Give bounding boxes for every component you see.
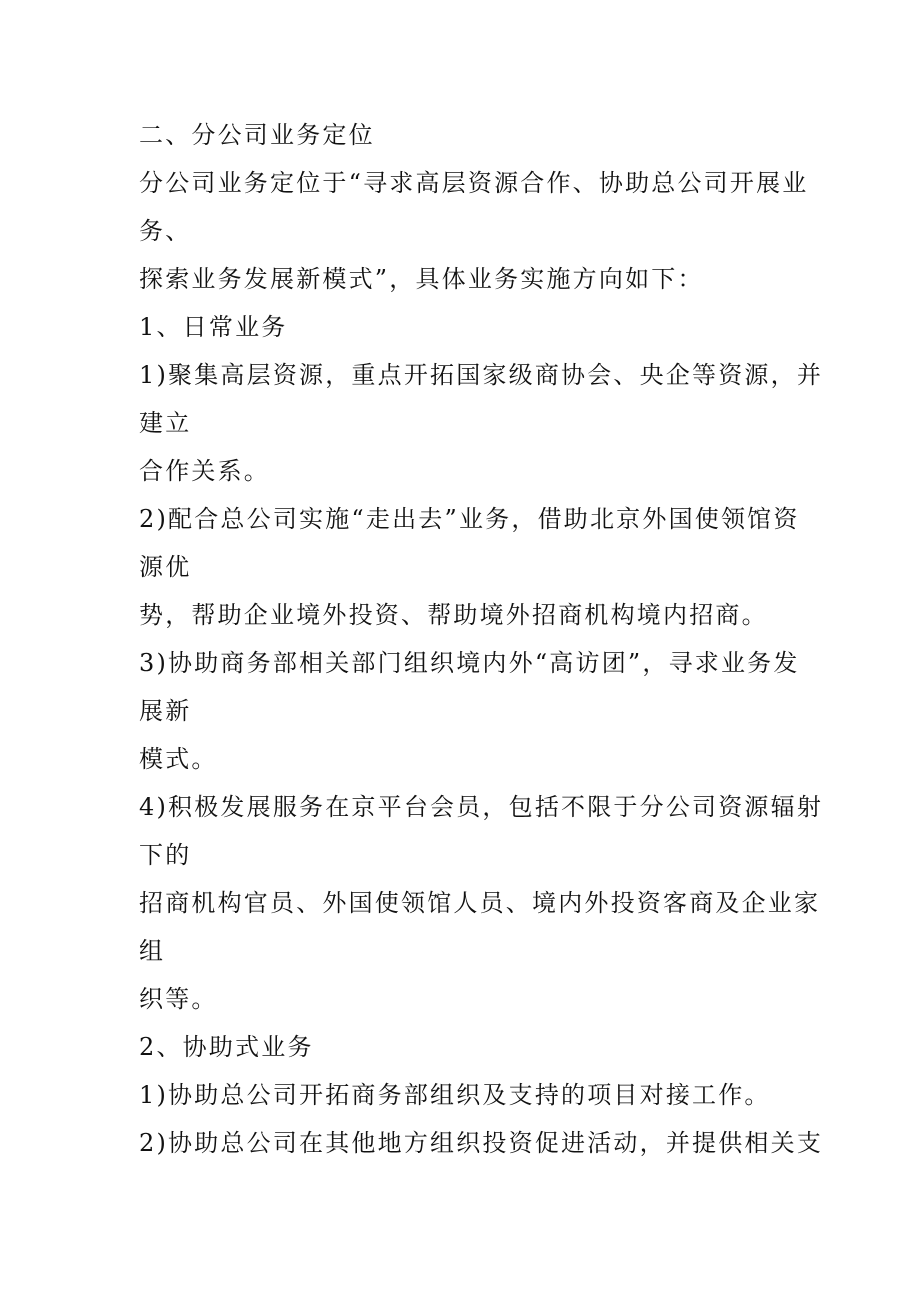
list-item-line: 下的 [139,841,192,869]
list-item-line: 1)协助总公司开拓商务部组织及支持的项目对接工作。 [139,1081,771,1109]
subsection-heading: 2、协助式业务 [139,1033,314,1061]
list-item-line: 3)协助商务部相关部门组织境内外“高访团”，寻求业务发 [139,649,800,677]
list-item-line: 1)聚集高层资源，重点开拓国家级商协会、央企等资源，并 [139,361,824,389]
list-item-line: 4)积极发展服务在京平台会员，包括不限于分公司资源辐射 [139,793,824,821]
list-item-line: 模式。 [139,745,218,773]
list-item-line: 合作关系。 [139,457,270,485]
list-item-line: 展新 [139,697,192,725]
list-item-line: 2)协助总公司在其他地方组织投资促进活动，并提供相关支 [139,1129,824,1157]
list-item-line: 织等。 [139,985,218,1013]
list-item-line: 建立 [139,409,192,437]
paragraph-line: 务、 [139,217,192,245]
subsection-heading: 1、日常业务 [139,313,288,341]
section-heading: 二、分公司业务定位 [139,121,375,149]
paragraph-line: 探索业务发展新模式”，具体业务实施方向如下： [139,265,704,293]
list-item-line: 2)配合总公司实施“走出去”业务，借助北京外国使领馆资 [139,505,800,533]
list-item-line: 势，帮助企业境外投资、帮助境外招商机构境内招商。 [139,601,768,629]
list-item-line: 招商机构官员、外国使领馆人员、境内外投资客商及企业家 [139,889,821,917]
list-item-line: 源优 [139,553,192,581]
list-item-line: 组 [139,937,166,965]
paragraph-line: 分公司业务定位于“寻求高层资源合作、协助总公司开展业 [139,169,809,197]
